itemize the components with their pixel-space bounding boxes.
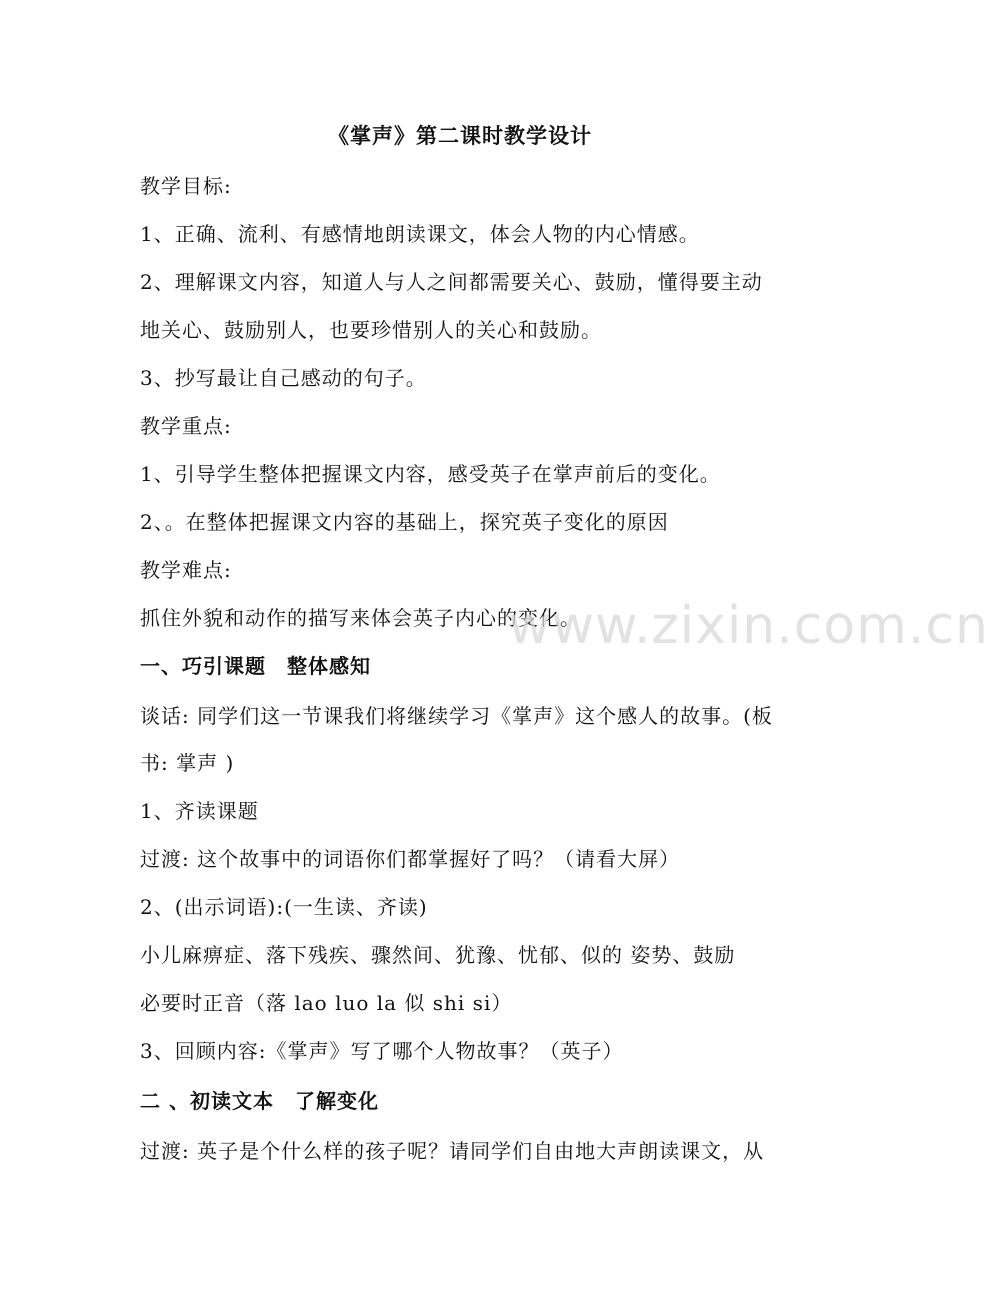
pronunciation-note: 必要时正音（落 lao luo la 似 shi si） — [140, 991, 513, 1015]
step-review-content: 3、回顾内容:《掌声》写了哪个人物故事？（英子） — [140, 1039, 624, 1063]
watermark-text: www.zixin.com.cn — [508, 596, 989, 656]
section-heading-1: 一、巧引课题 整体感知 — [140, 654, 371, 678]
goal-item-2-continued: 地关心、鼓励别人，也要珍惜别人的关心和鼓励。 — [140, 318, 602, 342]
dialogue-intro: 谈话: 同学们这一节课我们将继续学习《掌声》这个感人的故事。(板 — [140, 704, 773, 728]
dialogue-intro-continued: 书: 掌声 ) — [140, 751, 235, 775]
goal-item-1: 1、正确、流利、有感情地朗读课文，体会人物的内心情感。 — [140, 222, 700, 246]
section-label-key-points: 教学重点: — [140, 414, 232, 438]
section-heading-2: 二 、初读文本 了解变化 — [140, 1089, 379, 1113]
key-point-2: 2、。在整体把握课文内容的基础上，探究英子变化的原因 — [140, 510, 669, 534]
document-title: 《掌声》第二课时教学设计 — [328, 123, 592, 148]
section-label-difficulties: 教学难点: — [140, 558, 232, 582]
section-label-goals: 教学目标: — [140, 174, 232, 198]
difficulty-item: 抓住外貌和动作的描写来体会英子内心的变化。 — [140, 606, 581, 630]
step-show-words: 2、(出示词语):(一生读、齐读) — [140, 895, 428, 919]
word-list: 小儿麻痹症、落下残疾、骤然间、犹豫、忧郁、似的 姿势、鼓励 — [140, 943, 736, 967]
step-read-title: 1、齐读课题 — [140, 799, 259, 823]
transition-2: 过渡: 英子是个什么样的孩子呢？请同学们自由地大声朗读课文，从 — [140, 1139, 765, 1163]
goal-item-3: 3、抄写最让自己感动的句子。 — [140, 366, 427, 390]
key-point-1: 1、引导学生整体把握课文内容，感受英子在掌声前后的变化。 — [140, 462, 721, 486]
goal-item-2: 2、理解课文内容，知道人与人之间都需要关心、鼓励，懂得要主动 — [140, 270, 763, 294]
transition-1: 过渡: 这个故事中的词语你们都掌握好了吗？（请看大屏） — [140, 847, 681, 871]
